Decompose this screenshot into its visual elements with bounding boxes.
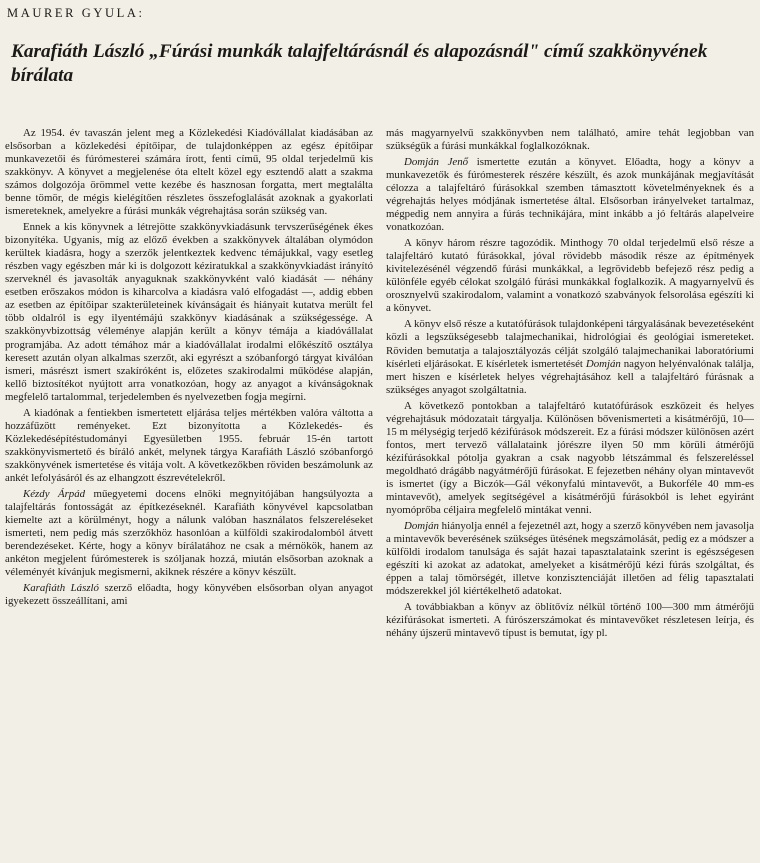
paragraph-text: hiányolja ennél a fejezetnél azt, hogy a szerző könyvében nem javasolja a mintavevők beverésének szükséges ütésének megszámolását, pedig ez a módszer a külföldi irodalom tanulsága és saját hazai tapasztalataink szerint is egészségesen egészíti ki azokat az adatokat, amelyeket a kisátmérőjű kézi fúrás szolgáltat, és éppen a talaj tömörségét, illetve konzisztenciáját illetően ad félig tapasztalati módszerekkel jól kiértékelhető adatokat. <box>386 519 754 598</box>
paragraph-text: A könyv első része a kutatófúrások tulajdonképeni tárgyalásának bevezetéseként közli a legszükségesebb talajmechanikai, hidrológiai és geológiai ismereteket. Röviden bemutatja a talajosztályozás célját szolgáló talajmechanikai laboratóriumi kísérleti eljárásokat. E kísérletek ismertetését <box>386 318 754 370</box>
author-name: MAURER GYULA: <box>7 6 145 20</box>
paragraph <box>386 156 754 234</box>
speaker-name: Domján <box>585 357 621 370</box>
right-column <box>386 127 754 643</box>
paragraph <box>5 488 373 579</box>
paragraph-text: szerző előadta, hogy könyvében elsősorban olyan anyagot igyekezett összeállítani, ami <box>5 582 374 608</box>
speaker-name: Kézdy Árpád <box>23 487 86 500</box>
paragraph: A könyv három részre tagozódik. Minthogy 70 oldal terjedelmű első része a talajfeltáró kutató fúrásokkal, jóval rövidebb második része az építmények kivitelezésénél végzendő fúrási munkákkal, a legrövidebb befejező rész pedig a különféle egyéb célokat szolgáló fúrási munkákkal foglalkozik. A magyarnyelvű és orosznyelvű szakirodalom, valamint a vonatkozó szabványok felsorolása egészíti ki a könyvet. <box>386 237 754 315</box>
paragraph-text: műegyetemi docens elnöki megnyitójában hangsúlyozta a talajfeltárás fontosságát az építkezéseknél. Karafiáth könyvével kapcsolatban kiemelte azt a körülményt, hogy a nálunk valóban használatos felszereléseket ismerteti, nem pedig más szerzőkhöz hasonlóan a külföldi szakirodalomból átvett berendezéseket. Kérte, hogy a könyv bírálatához ne csak a mérnökök, hanem az ankéton megjelent fúrómesterek is szóljanak hozzá, miután elsősorban azoknak a véleményét kívánjuk megismerni, akiknek részére a könyv készült. <box>5 487 373 579</box>
paragraph <box>5 582 373 608</box>
paragraph: Ennek a kis könyvnek a létrejötte szakkönyvkiadásunk tervszerűségének ékes bizonyítéka. Ugyanis, míg az előző években a szakkönyvek általában olymódon kerültek kiadásra, hogy a szerzők jelentkeztek kedvenc témájukkal, vagy esetleg részben vagy egészben már ki is dolgozott kéziratukkal a szakkönyvkiadást irányító szerveknél és javasolták anyaguknak szakkönyvként való kiadását — néhány esetben erőszakos módon is kiharcolva a kiadásra való elfogadást —, addig ebben az esetben az építőipar szakterületeinek kívánságait és hiányait kutatva merült fel több oldalról is egy ilyentémájú szakkönyv kiadásának a szükségessége. A szakkönyvbizottság véleménye alapján került a könyv témája a kiadóvállalat programjába. Az adott témához már a kiadóvállalat irodalmi előkészítő osztálya keresett azután olyan alkalmas szerzőt, aki egyrészt a szóbanforgó tárgyat kiválóan ismeri, másrészt ismert szakíróként is, előzetes szakirodalmi működése alapján, kellő biztosítékot nyújtott arra vonatkozóan, hogy az anyagot a kívánságoknak megfelelő tartalommal, terjedelemben és nyelvezetben fogja megírni. <box>5 221 373 403</box>
speaker-name: Domján <box>404 519 439 532</box>
paragraph: A következő pontokban a talajfeltáró kutatófúrások eszközeit és helyes végrehajtásuk módozatait tárgyalja. Különösen bővenismerteti a kisátmérőjű, 10—15 m mélységig terjedő kézifúrások módszereit. Ez a fúrási módszer különösen azért fontos, mert tervező vállalataink jórészre ilyen 50 mm körüli átmérőjű kézifúrásokkal pótolja gyakran a csak nagyobb létszámmal és felszereléssel megoldható drágább nagyátmérőjű fúrásokat. E fejezetben néhány olyan mintavevőt is ismertet (így a Biczók—Gál vékonyfalú mintavevőt, a Bukorféle 40 mm-es mintavevőt), amelyek segítségével a kisátmérőjű fúrásokból is lehet egyiránt nyomóprőba céljaira megfelelő mintákat venni. <box>386 399 754 516</box>
paragraph-continuation: más magyarnyelvű szakkönyvben nem található, amire tehát legjobban van szükségük a fúrási munkákkal foglalkozóknak. <box>386 127 754 153</box>
speaker-name: Domján Jenő <box>404 156 469 169</box>
paragraph: A kiadónak a fentiekben ismertetett eljárása teljes mértékben valóra váltotta a hozzáfűzött reményeket. Ezt bizonyította a Közlekedés- és Közlekedésépítéstudományi Egyesületben 1955. február 15-én tartott szakkönyvismertető és bíráló ankét, melynek tárgya Karafiáth László szóbanforgó szakkönyvének ismertetése és vitája volt. A következőkben röviden beszámolunk az ankét lefolyásáról és az elhangzott észrevételekről. <box>5 406 373 484</box>
paragraph: Az 1954. év tavaszán jelent meg a Közlekedési Kiadóvállalat kiadásában az elsősorban a közlekedési építőipar, de tulajdonképpen az egész építőipar munkavezetői és fúrómesterei számára írott, fenti című, 95 oldal terjedelmű kis szakkönyv. A könyvet a megjelenése óta eltelt közel egy esztendő alatt a szakma számos dolgozója örömmel vette kezébe és hasznosan forgatta, mert megtalálta benne tömör, de mégis kielégítően részletes összefoglalását azoknak a gyakorlati ismereteknek, amelyekre a fúrási munkák végrehajtása során szükség van. <box>5 127 373 218</box>
paragraph <box>386 520 754 598</box>
paragraph-text: nagyon helyénvalónak találja, mert hiszen e kísérletek helyes végrehajtásához kell a talajfeltáró fúrásnak a szükséges anyagot szolgáltatnia. <box>386 357 754 396</box>
left-column <box>5 127 373 611</box>
paragraph <box>386 318 754 396</box>
paragraph: A továbbiakban a könyv az öblítővíz nélkül történő 100—300 mm átmérőjű kézifúrásokat ismerteti. A fúrószerszámokat és mintavevőket részletesen leírja, és néhány újszerű mintavevő típust is bemutat, így pl. <box>386 601 754 640</box>
speaker-name: Karafiáth László <box>23 582 99 595</box>
paragraph-text: ismertette ezután a könyvet. Előadta, hogy a könyv a munkavezetők és fúrómesterek részére készült, és azok munkájának megjavítását célozza a talajfeltáró fúrásokkal szemben támasztott követelményeknek és a végrehajtás helyes módjának ismertetése által. Elsősorban irányelveket tartalmaz, mégpedig nem annyira a fúrás technikájára, mint inkább a jó feltárás alapelveire vonatkozóan. <box>386 156 754 234</box>
article-title: Karafiáth László „Fúrási munkák talajfeltárásnál és alapozásnál" című szakkönyvének bírálata <box>11 41 708 86</box>
